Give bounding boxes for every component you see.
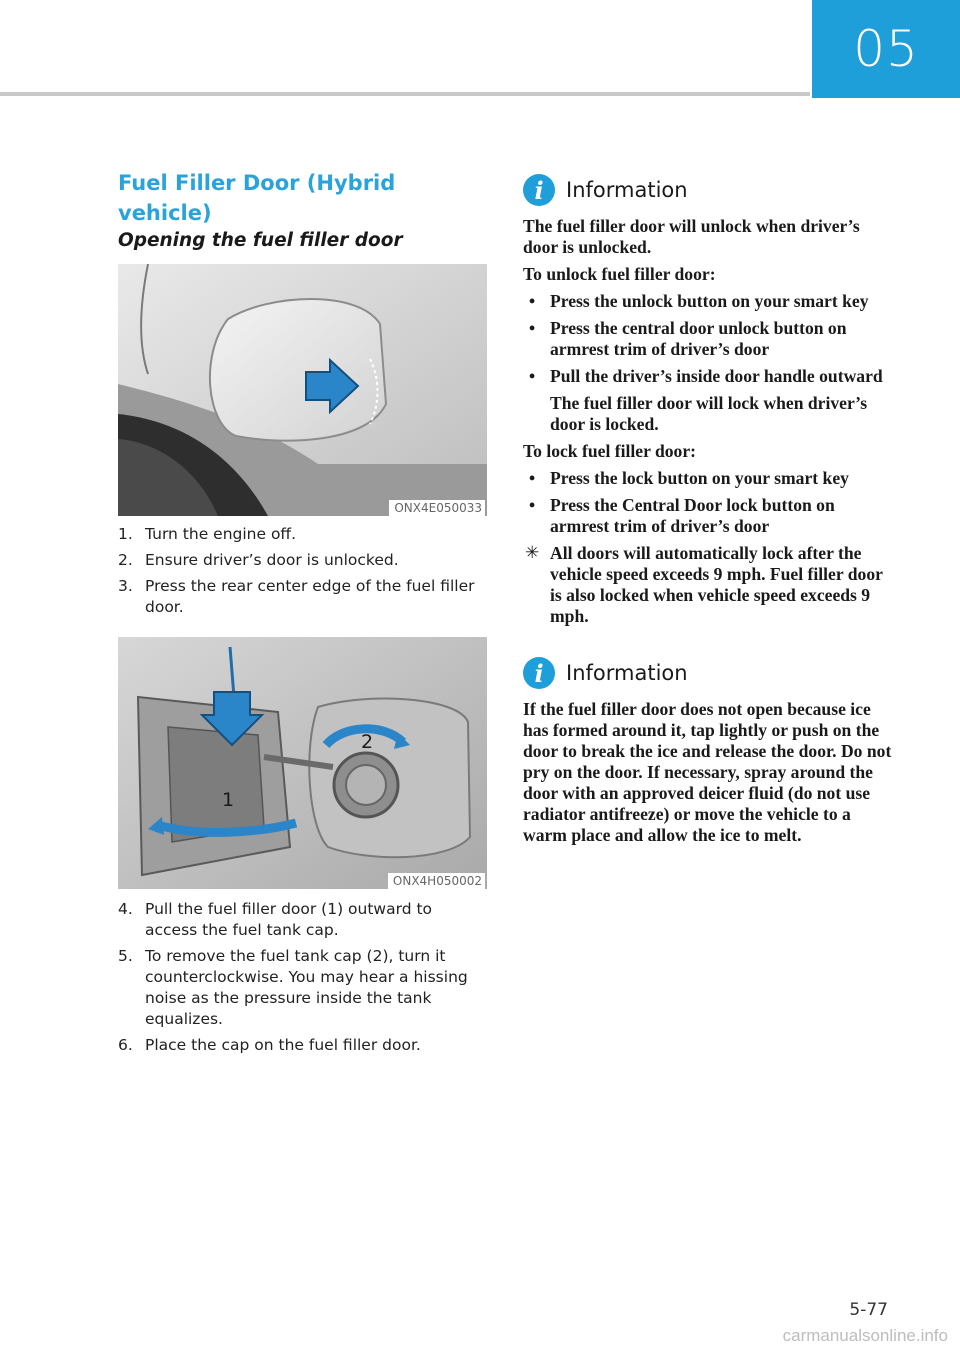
step-item (118, 576, 488, 618)
steps-list-b (118, 899, 488, 1056)
bullet-text: Pull the driver’s inside door handle outward (550, 366, 883, 386)
callout-1: 1 (222, 789, 235, 811)
bullet-text: Press the unlock button on your smart key (550, 291, 869, 311)
step-number: 1. (118, 525, 133, 543)
step-number: 4. (118, 900, 133, 918)
step-text: Pull the fuel filler door (1) outward to access the fuel tank cap. (145, 900, 433, 939)
information-header (523, 170, 895, 210)
unlock-item (523, 318, 895, 360)
fuel-door-open-figure (118, 637, 487, 889)
information-title: Information (566, 661, 688, 685)
information-body (523, 216, 895, 627)
information-header (523, 653, 895, 693)
step-text: Place the cap on the fuel filler door. (145, 1036, 421, 1054)
step-text: To remove the fuel tank cap (2), turn it counterclockwise. You may hear a hissing noise as the pressure inside the tank equalizes. (145, 947, 468, 1028)
unlock-item (523, 291, 895, 312)
step-number: 5. (118, 947, 133, 965)
callout-2: 2 (361, 731, 374, 753)
step-item (118, 524, 488, 545)
chapter-tab: 05 (812, 0, 960, 98)
ice-info-text: If the fuel filler door does not open because ice has formed around it, tap lightly or push on the door to break the ice and release the door. Do not pry on the door. If necessary, spray around the door with an approved deicer fluid (do not use radiator antifreeze) or move the vehicle to a warm place and allow the ice to melt. (523, 699, 892, 845)
fuel-door-closed-figure (118, 264, 487, 516)
watermark: carmanualsonline.info (782, 1326, 948, 1345)
info-icon: i (523, 174, 555, 206)
bullet-text: Press the central door unlock button on armrest trim of driver’s door (550, 318, 847, 359)
unlock-heading: To unlock fuel filler door: (523, 264, 716, 284)
step-number: 3. (118, 577, 133, 595)
figure-code: ONX4E050033 (389, 500, 485, 516)
right-column (523, 170, 895, 852)
bullet-text: Press the Central Door lock button on armrest trim of driver’s door (550, 495, 835, 536)
step-text: Press the rear center edge of the fuel filler door. (145, 577, 475, 616)
lock-heading: To lock fuel filler door: (523, 441, 696, 461)
steps-list-a (118, 524, 488, 618)
section-subtitle: Opening the fuel filler door (118, 230, 403, 251)
left-column (118, 168, 488, 1061)
step-text: Turn the engine off. (145, 525, 297, 543)
auto-lock-note (523, 543, 895, 627)
lock-item (523, 495, 895, 537)
information-title: Information (566, 178, 688, 202)
step-text: Ensure driver’s door is unlocked. (145, 551, 399, 569)
fuel-door-open-illustration (118, 637, 487, 889)
page-number: 5-77 (849, 1300, 888, 1320)
fuel-door-closed-illustration (118, 264, 487, 516)
bullet-mark: • (529, 318, 536, 338)
step-number: 6. (118, 1036, 133, 1054)
header-rule (0, 92, 810, 96)
bullet-text: Press the lock button on your smart key (550, 468, 849, 488)
section-title: Fuel Filler Door (Hybrid vehicle) (118, 171, 396, 225)
lock-note: The fuel filler door will lock when driver’s door is locked. (550, 393, 868, 434)
info-intro: The fuel filler door will unlock when driver’s door is unlocked. (523, 216, 860, 257)
bullet-mark: • (529, 468, 536, 488)
information-box-ice (523, 653, 895, 846)
bullet-mark: • (529, 291, 536, 311)
note-text: All doors will automatically lock after the vehicle speed exceeds 9 mph. Fuel filler door is also locked when vehicle speed exceeds 9 mph. (550, 543, 883, 626)
bullet-mark: • (529, 366, 536, 386)
step-item (118, 1035, 488, 1056)
asterisk-icon: ✳ (525, 543, 540, 563)
unlock-item (523, 366, 895, 387)
step-item (118, 550, 488, 571)
bullet-mark: • (529, 495, 536, 515)
step-item (118, 946, 488, 1030)
figure-code: ONX4H050002 (388, 873, 485, 889)
lock-item (523, 468, 895, 489)
step-number: 2. (118, 551, 133, 569)
step-item (118, 899, 488, 941)
info-icon: i (523, 657, 555, 689)
